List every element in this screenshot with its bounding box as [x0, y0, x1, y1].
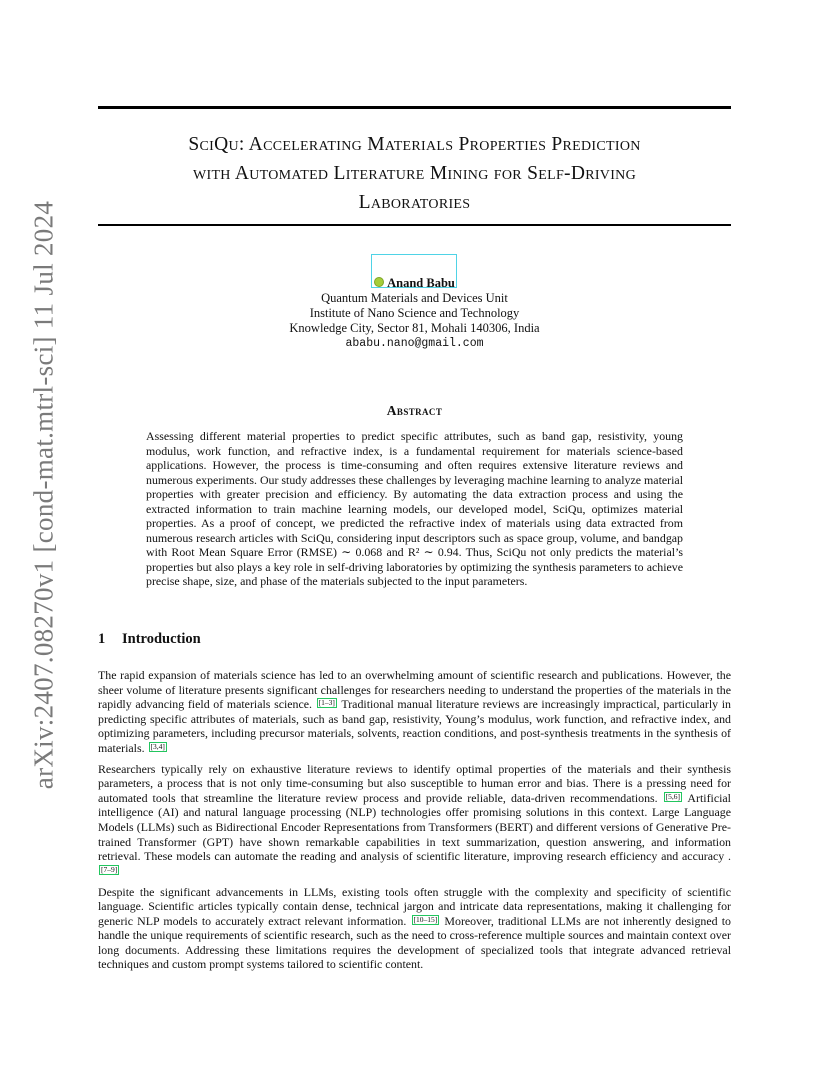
- arxiv-identifier-text: arXiv:2407.08270v1 [cond-mat.mtrl-sci] 11 Jul 2024: [28, 200, 59, 790]
- title-line: with Automated Literature Mining for Self-Driving: [192, 163, 637, 184]
- author-affiliation: Knowledge City, Sector 81, Mohali 140306, India: [289, 321, 540, 335]
- author-email[interactable]: ababu.nano@gmail.com: [345, 337, 484, 350]
- paragraph-text: Traditional manual literature reviews are increasingly impractical, particularly in predicting specific attributes of materials, such as band gap, resistivity, Young’s modulus, work function, and refractive index, and optimizing parameters, including precursor materials, solvents, reaction conditions, and post-synthesis treatments in the synthesis of materials.: [98, 697, 731, 755]
- paragraph-text: Despite the significant advancements in LLMs, existing tools often struggle with the complexity and specificity of scientific language. Scientific articles typically contain dense, technical jargon and intricate data representations, making it challenging for generic NLP models to accurately extract relevant information.: [98, 884, 731, 928]
- abstract-text: Assessing different material properties to predict specific attributes, such as band gap, resistivity, young modulus, work function, and refractive index, is a fundamental requirement for materials science-based applications. However, the process is time-consuming and often requires extensive literature reviews and numerous experiments. Our study addresses these challenges by leveraging machine learning to analyze material properties with greater precision and efficiency. By automating the data extraction process and using the extracted information to train machine learning models, our developed model, SciQu, optimizes material properties. As a proof of concept, we predicted the refractive index of materials using data extracted from numerous research articles with SciQu, considering input descriptors such as space group, volume, and bandgap with Root Mean Square Error (RMSE) ∼ 0.068 and R² ∼ 0.94. Thus, SciQu not only predicts the material’s properties but also plays a key role in self-driving laboratories by optimizing the synthesis parameters to achieve precise shape, size, and phase of the materials subjected to the input parameters.: [146, 429, 683, 589]
- author-name[interactable]: Anand Babu: [387, 276, 455, 290]
- title-bottom-rule: [98, 224, 731, 226]
- citation-link[interactable]: [5,6]: [665, 791, 681, 801]
- paragraph: [98, 885, 731, 972]
- citation-link[interactable]: [3,4]: [150, 741, 165, 751]
- author-affiliation: Quantum Materials and Devices Unit: [321, 291, 508, 305]
- citation-link[interactable]: [1–3]: [318, 698, 335, 708]
- section-title: Introduction: [122, 631, 201, 647]
- paragraph-text: Researchers typically rely on exhaustive literature reviews to identify optimal properties of the materials and their synthesis parameters, a process that is not only time-consuming but also susceptible to human error and bias. There is a pressing need for automated tools that streamline the literature review process and provide reliable, data-driven recommendations.: [98, 761, 731, 805]
- paragraph-text: The rapid expansion of materials science has led to an overwhelming amount of scientific research and publications. However, the sheer volume of literature presents significant challenges for researchers needing to understand the properties of the materials in the rapidly advancing field of materials science.: [98, 668, 731, 712]
- paragraph: [98, 668, 731, 755]
- section-heading: [98, 631, 201, 648]
- author-line: [98, 276, 731, 291]
- orcid-icon[interactable]: [374, 277, 384, 287]
- author-affiliation: Institute of Nano Science and Technology: [309, 306, 520, 320]
- citation-link[interactable]: [7–9]: [101, 864, 118, 874]
- paragraph-text: Moreover, traditional LLMs are not inherently designed to handle the unique requirements of scientific research, such as the need to cross-reference multiple sources and maintain context over long documents. Addressing these limitations requires the development of specialized tools that integrate advanced retrieval techniques and custom prompt systems tailored to scientific content.: [98, 913, 731, 972]
- author-block: [98, 276, 731, 351]
- paragraph-text: Artificial intelligence (AI) and natural language processing (NLP) technologies offer promising solutions in this context. Large Language Models (LLMs) such as Bidirectional Encoder Representations from Transformers (BERT) and different versions of Generative Pre-trained Transformer (GPT) have shown remarkable capabilities in text summarization, question answering, and information retrieval. These models can automate the reading and analysis of scientific literature, improving research efficiency and accuracy .: [98, 790, 731, 864]
- title-line: SciQu: Accelerating Materials Properties Prediction: [188, 134, 641, 155]
- abstract-heading: Abstract: [386, 403, 443, 418]
- section-number: 1: [98, 631, 106, 647]
- paragraph: [98, 762, 731, 878]
- citation-link[interactable]: [10–15]: [413, 914, 438, 924]
- title-top-rule: [98, 106, 731, 109]
- paper-title: [98, 130, 731, 217]
- introduction-body: [98, 668, 731, 978]
- title-line: Laboratories: [358, 192, 471, 213]
